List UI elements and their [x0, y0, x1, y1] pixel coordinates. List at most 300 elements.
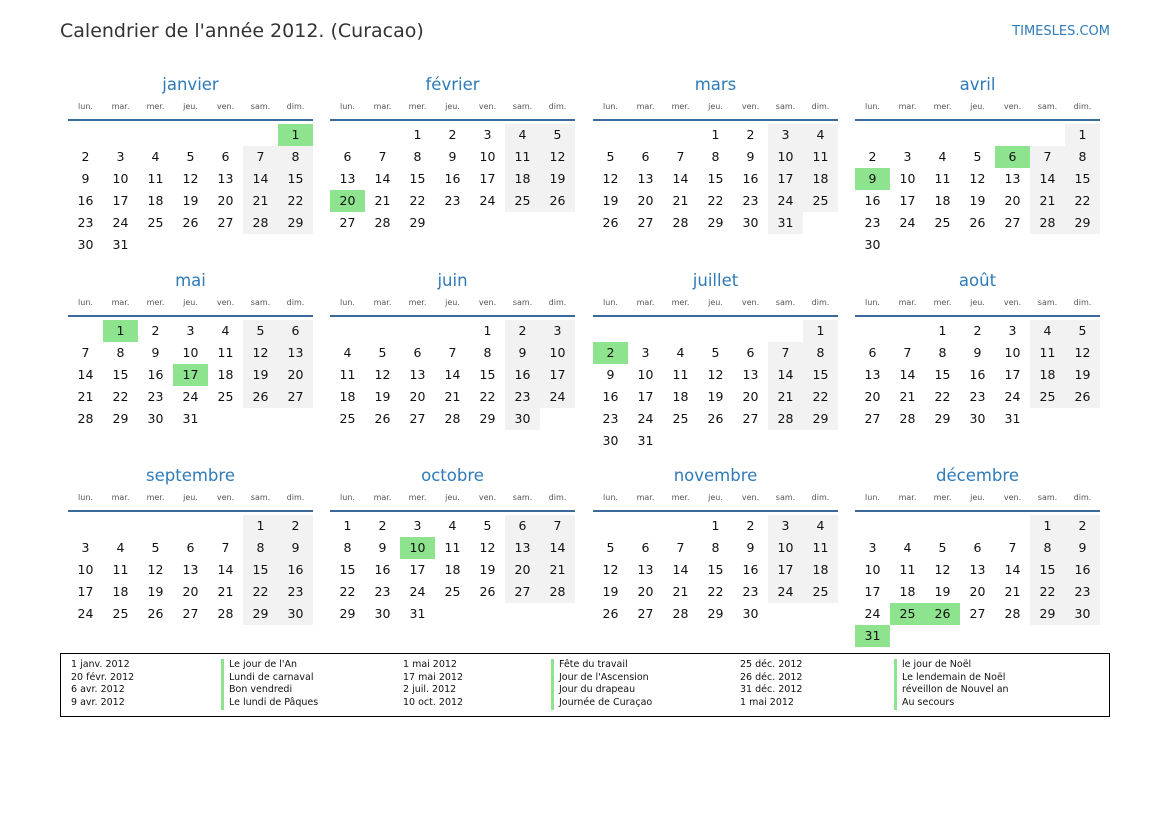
- day-cell: 27: [969, 606, 986, 621]
- day-cell: 14: [672, 562, 689, 577]
- day-cell: 12: [243, 342, 278, 364]
- legend-date: 26 déc. 2012: [740, 671, 803, 683]
- weekday-label: ven.: [741, 298, 760, 307]
- day-cell: 5: [711, 345, 720, 360]
- legend-date: 25 déc. 2012: [740, 659, 803, 670]
- day-cell: 7: [448, 345, 457, 360]
- month-block: [593, 271, 838, 452]
- day-cell: 14: [243, 168, 278, 190]
- weekday-label: mar.: [111, 298, 130, 307]
- day-cell: 1: [803, 320, 838, 342]
- day-cell: 27: [742, 411, 759, 426]
- weekday-label: jeu.: [970, 298, 985, 307]
- day-cell: 29: [707, 215, 724, 230]
- holiday-day: 25: [890, 603, 925, 625]
- empty-cell: [768, 320, 803, 342]
- day-cell: 15: [1030, 559, 1065, 581]
- day-cell: 21: [540, 559, 575, 581]
- day-cell: 17: [768, 559, 803, 581]
- empty-cell: [925, 515, 960, 537]
- day-cell: 2: [505, 320, 540, 342]
- weekday-label: jeu.: [183, 298, 198, 307]
- day-cell: 23: [864, 215, 881, 230]
- day-cell: 7: [540, 515, 575, 537]
- legend-date: 9 avr. 2012: [71, 697, 125, 709]
- day-cell: 5: [973, 149, 982, 164]
- day-cell: 24: [540, 386, 575, 408]
- day-cell: 24: [409, 584, 426, 599]
- legend-date: 2 juil. 2012: [403, 684, 457, 696]
- weekday-label: sam.: [775, 102, 796, 111]
- day-cell: 16: [1065, 559, 1100, 581]
- day-cell: 30: [969, 411, 986, 426]
- day-cell: 7: [903, 345, 912, 360]
- day-cell: 15: [112, 367, 129, 382]
- legend-holiday: Jour de l'Ascension: [559, 671, 649, 683]
- day-cell: 4: [903, 540, 912, 555]
- day-cell: 21: [374, 193, 391, 208]
- day-cell: 5: [540, 124, 575, 146]
- holiday-day: 31: [855, 625, 890, 647]
- day-cell: 30: [864, 237, 881, 252]
- day-cell: 11: [803, 146, 838, 168]
- empty-cell: [663, 320, 698, 342]
- day-grid: [855, 320, 1100, 430]
- legend-holiday: Bon vendredi: [229, 684, 293, 696]
- day-cell: 16: [969, 367, 986, 382]
- day-grid: [68, 320, 313, 430]
- weekday-label: lun.: [340, 298, 355, 307]
- weekday-label: mer.: [933, 298, 952, 307]
- day-cell: 15: [243, 559, 278, 581]
- day-cell: 11: [1030, 342, 1065, 364]
- weekday-label: sam.: [512, 493, 533, 502]
- weekday-label: jeu.: [445, 102, 460, 111]
- day-cell: 16: [278, 559, 313, 581]
- day-cell: 27: [864, 411, 881, 426]
- day-cell: 10: [182, 345, 199, 360]
- legend-holiday: Au secours: [902, 697, 955, 709]
- day-cell: 13: [409, 367, 426, 382]
- day-cell: 13: [969, 562, 986, 577]
- weekday-label: lun.: [340, 102, 355, 111]
- day-cell: 23: [742, 584, 759, 599]
- day-cell: 11: [505, 146, 540, 168]
- weekday-label: mer.: [146, 102, 165, 111]
- empty-cell: [995, 124, 1030, 146]
- day-cell: 14: [1004, 562, 1021, 577]
- empty-cell: [243, 124, 278, 146]
- day-cell: 26: [182, 215, 199, 230]
- legend-date: 6 avr. 2012: [71, 684, 125, 696]
- day-cell: 14: [899, 367, 916, 382]
- day-cell: 28: [217, 606, 234, 621]
- weekday-label: sam.: [250, 493, 271, 502]
- empty-cell: [925, 124, 960, 146]
- day-cell: 4: [448, 518, 457, 533]
- day-cell: 9: [378, 540, 387, 555]
- day-cell: 3: [1008, 323, 1017, 338]
- weekday-label: dim.: [1073, 102, 1092, 111]
- legend-date: 10 oct. 2012: [403, 697, 464, 709]
- day-cell: 4: [221, 323, 230, 338]
- day-cell: 27: [217, 215, 234, 230]
- day-cell: 2: [746, 518, 755, 533]
- day-cell: 6: [343, 149, 352, 164]
- day-cell: 4: [151, 149, 160, 164]
- legend-holiday: réveillon de Nouvel an: [902, 684, 1009, 696]
- weekday-label: ven.: [478, 298, 497, 307]
- day-cell: 19: [243, 364, 278, 386]
- holiday-day: 2: [593, 342, 628, 364]
- empty-cell: [628, 320, 663, 342]
- day-cell: 30: [505, 408, 540, 430]
- day-cell: 18: [147, 193, 164, 208]
- day-cell: 6: [641, 149, 650, 164]
- day-cell: 16: [444, 171, 461, 186]
- day-cell: 25: [444, 584, 461, 599]
- day-cell: 24: [182, 389, 199, 404]
- month-block: [593, 466, 838, 625]
- weekday-label: mar.: [111, 493, 130, 502]
- day-cell: 29: [934, 411, 951, 426]
- day-cell: 11: [112, 562, 129, 577]
- day-cell: 27: [409, 411, 426, 426]
- day-cell: 22: [339, 584, 356, 599]
- day-cell: 19: [374, 389, 391, 404]
- day-cell: 22: [1065, 190, 1100, 212]
- day-cell: 17: [899, 193, 916, 208]
- day-cell: 20: [217, 193, 234, 208]
- day-cell: 10: [864, 562, 881, 577]
- day-cell: 27: [278, 386, 313, 408]
- brand-link[interactable]: TIMESLES.COM: [1012, 24, 1110, 39]
- day-grid: [593, 515, 838, 625]
- day-cell: 8: [1030, 537, 1065, 559]
- day-cell: 29: [112, 411, 129, 426]
- day-cell: 1: [711, 518, 720, 533]
- day-cell: 1: [938, 323, 947, 338]
- weekday-header: [855, 492, 1100, 512]
- day-cell: 25: [505, 190, 540, 212]
- day-cell: 12: [540, 146, 575, 168]
- legend-date: 1 mai 2012: [403, 659, 457, 670]
- day-grid: [593, 320, 838, 452]
- empty-cell: [890, 515, 925, 537]
- day-cell: 17: [637, 389, 654, 404]
- empty-cell: [995, 515, 1030, 537]
- day-cell: 25: [803, 190, 838, 212]
- weekday-label: sam.: [1037, 298, 1058, 307]
- day-cell: 19: [147, 584, 164, 599]
- page-title: Calendrier de l'année 2012. (Curacao): [60, 20, 424, 42]
- day-cell: 1: [343, 518, 352, 533]
- day-cell: 29: [803, 408, 838, 430]
- day-cell: 20: [637, 193, 654, 208]
- day-cell: 25: [672, 411, 689, 426]
- day-cell: 9: [505, 342, 540, 364]
- day-cell: 11: [672, 367, 689, 382]
- day-cell: 1: [1065, 124, 1100, 146]
- day-cell: 26: [707, 411, 724, 426]
- day-cell: 22: [707, 584, 724, 599]
- day-cell: 20: [409, 389, 426, 404]
- day-cell: 18: [672, 389, 689, 404]
- month-name: octobre: [421, 466, 484, 485]
- day-cell: 13: [742, 367, 759, 382]
- empty-cell: [68, 124, 103, 146]
- month-name: avril: [959, 75, 996, 94]
- day-cell: 6: [186, 540, 195, 555]
- day-cell: 7: [378, 149, 387, 164]
- weekday-label: sam.: [775, 298, 796, 307]
- day-cell: 24: [637, 411, 654, 426]
- weekday-label: mer.: [671, 298, 690, 307]
- day-cell: 7: [243, 146, 278, 168]
- weekday-header: [68, 297, 313, 317]
- weekday-label: dim.: [1073, 298, 1092, 307]
- day-cell: 6: [278, 320, 313, 342]
- weekday-label: mer.: [933, 493, 952, 502]
- empty-cell: [593, 124, 628, 146]
- weekday-label: mer.: [671, 493, 690, 502]
- day-cell: 21: [444, 389, 461, 404]
- weekday-label: mer.: [408, 298, 427, 307]
- empty-cell: [208, 515, 243, 537]
- day-grid: [330, 515, 575, 625]
- day-cell: 14: [374, 171, 391, 186]
- legend-names-3: [894, 659, 1009, 710]
- day-cell: 8: [343, 540, 352, 555]
- day-cell: 23: [602, 411, 619, 426]
- day-cell: 18: [112, 584, 129, 599]
- weekday-label: mer.: [146, 493, 165, 502]
- day-cell: 30: [742, 215, 759, 230]
- empty-cell: [1030, 124, 1065, 146]
- day-grid: [330, 320, 575, 430]
- day-cell: 9: [746, 540, 755, 555]
- day-cell: 19: [969, 193, 986, 208]
- day-cell: 5: [606, 149, 615, 164]
- day-cell: 15: [278, 168, 313, 190]
- day-grid: [330, 124, 575, 234]
- day-cell: 27: [339, 215, 356, 230]
- weekday-label: dim.: [548, 102, 567, 111]
- day-cell: 13: [339, 171, 356, 186]
- weekday-header: [855, 101, 1100, 121]
- day-cell: 29: [1030, 603, 1065, 625]
- holiday-day: 6: [995, 146, 1030, 168]
- weekday-label: mar.: [111, 102, 130, 111]
- day-cell: 2: [868, 149, 877, 164]
- day-cell: 22: [243, 581, 278, 603]
- day-cell: 19: [182, 193, 199, 208]
- weekday-header: [330, 297, 575, 317]
- day-cell: 15: [409, 171, 426, 186]
- empty-cell: [68, 320, 103, 342]
- day-cell: 7: [676, 540, 685, 555]
- empty-cell: [628, 124, 663, 146]
- day-cell: 11: [339, 367, 356, 382]
- day-cell: 3: [116, 149, 125, 164]
- day-cell: 12: [182, 171, 199, 186]
- weekday-label: sam.: [512, 298, 533, 307]
- weekday-header: [593, 492, 838, 512]
- day-cell: 18: [1030, 364, 1065, 386]
- day-cell: 22: [112, 389, 129, 404]
- weekday-label: sam.: [1037, 493, 1058, 502]
- legend-holiday: Le lendemain de Noël: [902, 671, 1006, 683]
- day-cell: 24: [864, 606, 881, 621]
- weekday-label: jeu.: [445, 493, 460, 502]
- day-cell: 18: [934, 193, 951, 208]
- day-cell: 18: [899, 584, 916, 599]
- day-cell: 6: [973, 540, 982, 555]
- day-cell: 19: [602, 193, 619, 208]
- weekday-label: ven.: [1003, 493, 1022, 502]
- day-cell: 18: [444, 562, 461, 577]
- day-cell: 28: [243, 212, 278, 234]
- day-cell: 2: [448, 127, 457, 142]
- weekday-label: lun.: [865, 493, 880, 502]
- day-cell: 31: [768, 212, 803, 234]
- empty-cell: [890, 320, 925, 342]
- day-cell: 24: [112, 215, 129, 230]
- weekday-label: ven.: [478, 102, 497, 111]
- weekday-label: sam.: [250, 298, 271, 307]
- legend-date: 17 mai 2012: [403, 671, 464, 683]
- day-cell: 17: [409, 562, 426, 577]
- day-cell: 9: [278, 537, 313, 559]
- day-cell: 26: [540, 190, 575, 212]
- day-cell: 8: [803, 342, 838, 364]
- day-cell: 3: [413, 518, 422, 533]
- month-name: décembre: [936, 466, 1019, 485]
- day-cell: 10: [112, 171, 129, 186]
- legend-holiday: Fête du travail: [559, 659, 628, 670]
- day-grid: [855, 515, 1100, 647]
- day-cell: 15: [339, 562, 356, 577]
- day-cell: 22: [479, 389, 496, 404]
- day-cell: 16: [505, 364, 540, 386]
- month-block: [68, 466, 313, 625]
- legend-names-2: [551, 659, 652, 710]
- day-cell: 12: [147, 562, 164, 577]
- day-cell: 17: [540, 364, 575, 386]
- day-cell: 16: [147, 367, 164, 382]
- weekday-label: dim.: [811, 102, 830, 111]
- month-block: [68, 75, 313, 256]
- day-cell: 27: [637, 606, 654, 621]
- day-cell: 5: [1065, 320, 1100, 342]
- day-cell: 6: [641, 540, 650, 555]
- day-cell: 13: [1004, 171, 1021, 186]
- day-cell: 3: [186, 323, 195, 338]
- month-name: septembre: [146, 466, 235, 485]
- day-grid: [68, 124, 313, 256]
- day-cell: 28: [672, 215, 689, 230]
- empty-cell: [855, 515, 890, 537]
- day-cell: 8: [278, 146, 313, 168]
- legend-holiday: Jour du drapeau: [559, 684, 636, 696]
- day-cell: 10: [540, 342, 575, 364]
- day-cell: 29: [409, 215, 426, 230]
- day-cell: 17: [77, 584, 94, 599]
- weekday-label: mer.: [933, 102, 952, 111]
- legend-holiday: le jour de Noël: [902, 659, 972, 670]
- day-cell: 28: [374, 215, 391, 230]
- empty-cell: [698, 320, 733, 342]
- empty-cell: [330, 124, 365, 146]
- day-cell: 4: [803, 124, 838, 146]
- legend-dates-2: [403, 659, 463, 710]
- day-cell: 21: [768, 386, 803, 408]
- weekday-label: mer.: [146, 298, 165, 307]
- day-cell: 30: [602, 433, 619, 448]
- day-cell: 22: [409, 193, 426, 208]
- weekday-label: dim.: [548, 298, 567, 307]
- day-cell: 19: [934, 584, 951, 599]
- weekday-label: mer.: [671, 102, 690, 111]
- day-cell: 25: [934, 215, 951, 230]
- holiday-day: 1: [278, 124, 313, 146]
- month-name: février: [425, 75, 480, 94]
- day-cell: 3: [768, 515, 803, 537]
- legend-holiday: Journée de Curaçao: [559, 697, 653, 709]
- weekday-header: [68, 492, 313, 512]
- weekday-label: lun.: [340, 493, 355, 502]
- day-cell: 1: [711, 127, 720, 142]
- empty-cell: [103, 515, 138, 537]
- day-cell: 13: [217, 171, 234, 186]
- day-cell: 5: [483, 518, 492, 533]
- month-name: janvier: [162, 75, 219, 94]
- day-cell: 9: [151, 345, 160, 360]
- weekday-label: lun.: [78, 493, 93, 502]
- day-cell: 2: [378, 518, 387, 533]
- day-cell: 24: [479, 193, 496, 208]
- day-cell: 2: [973, 323, 982, 338]
- empty-cell: [593, 320, 628, 342]
- day-cell: 4: [116, 540, 125, 555]
- day-cell: 27: [1004, 215, 1021, 230]
- month-name: juillet: [692, 271, 739, 290]
- legend-holiday: Lundi de carnaval: [229, 671, 314, 683]
- day-grid: [593, 124, 838, 234]
- weekday-label: mer.: [408, 102, 427, 111]
- holiday-day: 1: [103, 320, 138, 342]
- day-cell: 15: [707, 562, 724, 577]
- day-cell: 25: [1030, 386, 1065, 408]
- day-cell: 5: [151, 540, 160, 555]
- empty-cell: [138, 515, 173, 537]
- day-cell: 23: [1065, 581, 1100, 603]
- day-cell: 6: [868, 345, 877, 360]
- day-cell: 3: [641, 345, 650, 360]
- day-cell: 4: [803, 515, 838, 537]
- weekday-label: lun.: [78, 102, 93, 111]
- day-cell: 14: [77, 367, 94, 382]
- day-cell: 11: [217, 345, 234, 360]
- day-cell: 16: [742, 171, 759, 186]
- day-cell: 12: [934, 562, 951, 577]
- empty-cell: [208, 124, 243, 146]
- day-cell: 10: [768, 537, 803, 559]
- day-cell: 24: [899, 215, 916, 230]
- day-cell: 10: [768, 146, 803, 168]
- day-cell: 20: [182, 584, 199, 599]
- day-cell: 21: [1030, 190, 1065, 212]
